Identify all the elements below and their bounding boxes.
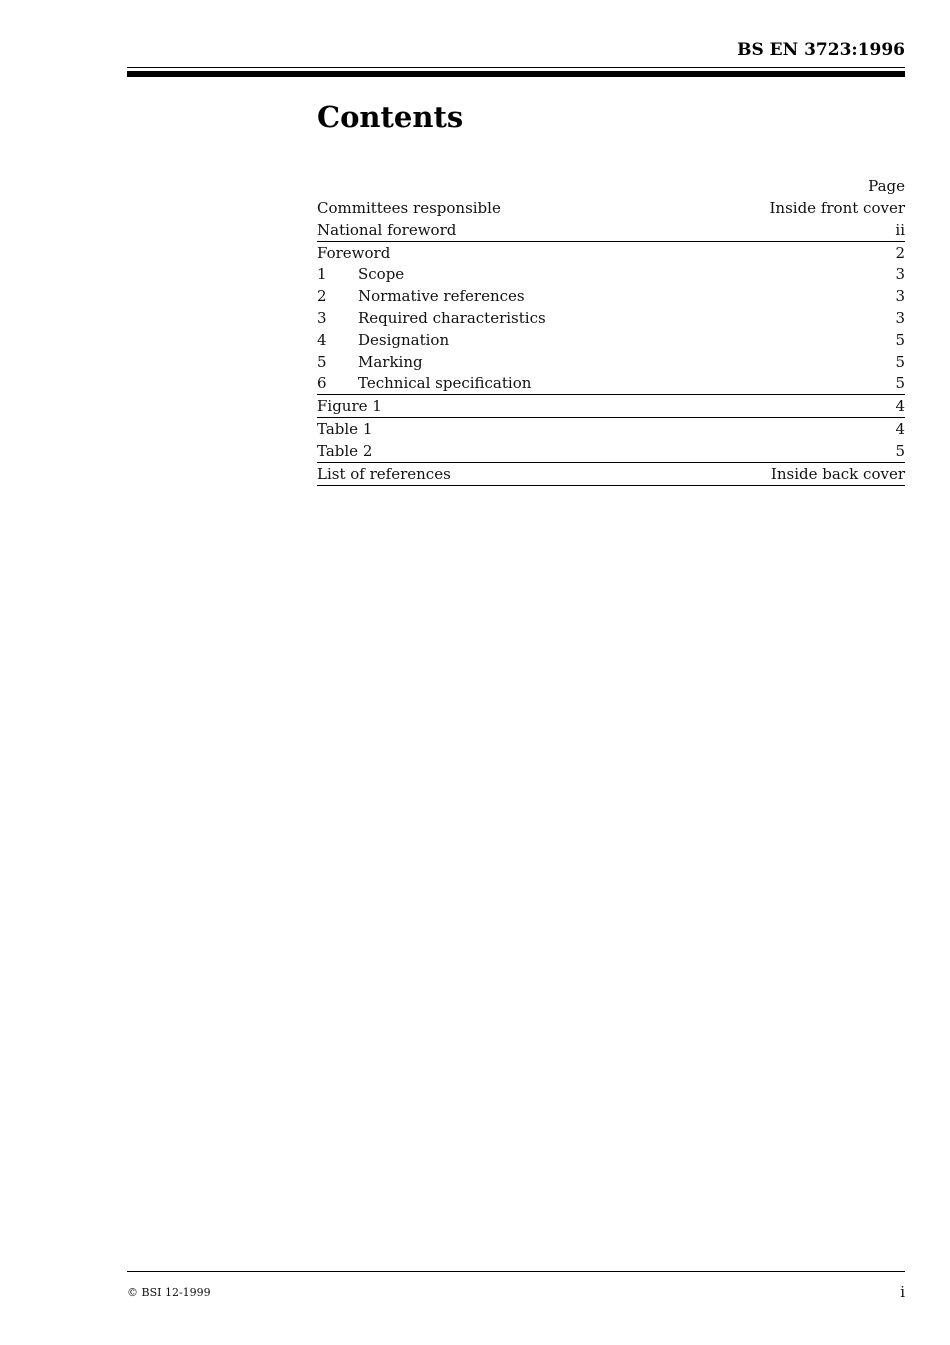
- toc-entry-title: [317, 198, 501, 220]
- toc-entry[interactable]: [317, 264, 905, 286]
- toc-entry[interactable]: [317, 330, 905, 352]
- toc-entry-title: [317, 464, 451, 486]
- toc-entry-number: 2: [317, 287, 327, 306]
- toc-entry-page: Inside front cover: [769, 199, 905, 217]
- toc-entry-page: 3: [895, 265, 905, 284]
- toc-entry[interactable]: [317, 441, 905, 463]
- toc-entry[interactable]: [317, 352, 905, 374]
- toc-entry[interactable]: [317, 243, 905, 265]
- toc-entry-number: 4: [317, 330, 327, 349]
- toc-entry[interactable]: [317, 286, 905, 308]
- toc-entry-page: 4: [895, 397, 905, 416]
- copyright-notice: © BSI 12-1999: [127, 1286, 211, 1299]
- toc-entry[interactable]: [317, 220, 905, 242]
- toc-entry-label: Technical specification: [358, 374, 532, 393]
- toc-entry-label: Required characteristics: [358, 308, 546, 327]
- toc-entry-page: 2: [895, 243, 905, 262]
- page-title: Contents: [317, 100, 464, 134]
- toc-entry-number: 3: [317, 308, 327, 327]
- toc-entry-title: [317, 264, 404, 286]
- page-number: i: [900, 1283, 905, 1301]
- toc-entry-title: [317, 220, 456, 242]
- toc-entry-label: Figure 1: [317, 397, 382, 416]
- toc-entry-label: Table 2: [317, 441, 373, 460]
- toc-entry-title: [317, 243, 390, 265]
- toc-entry-label: Foreword: [317, 243, 391, 262]
- table-of-contents: [317, 176, 905, 486]
- toc-entry-label: List of references: [317, 464, 451, 483]
- toc-entry-page: 5: [895, 330, 905, 349]
- toc-entry-page: 5: [895, 441, 905, 460]
- toc-entry[interactable]: [317, 373, 905, 395]
- document-number: BS EN 3723:1996: [737, 40, 905, 60]
- toc-entry[interactable]: [317, 308, 905, 330]
- toc-entry-title: [317, 352, 423, 374]
- toc-entry-page: ii: [895, 220, 905, 239]
- toc-entry-label: Designation: [358, 330, 450, 349]
- toc-entry-title: [317, 286, 525, 308]
- toc-entry-title: [317, 330, 449, 352]
- toc-entry-label: National foreword: [317, 220, 457, 239]
- toc-entry-label: Marking: [358, 352, 423, 371]
- toc-entry-title: [317, 441, 372, 463]
- toc-entry[interactable]: [317, 396, 905, 418]
- toc-entry-title: [317, 419, 372, 441]
- header-thick-rule: [127, 71, 905, 77]
- page-column-header: Page: [868, 177, 905, 195]
- toc-entry-page: 3: [895, 308, 905, 327]
- toc-entry-number: 6: [317, 374, 327, 393]
- toc-entry-page: 4: [895, 419, 905, 438]
- toc-entry-title: [317, 396, 382, 418]
- toc-entry-page: Inside back cover: [770, 464, 905, 483]
- toc-entries: [317, 198, 905, 486]
- toc-entry[interactable]: [317, 198, 905, 220]
- toc-entry-title: [317, 373, 531, 395]
- toc-entry[interactable]: [317, 419, 905, 441]
- toc-entry-label: Normative references: [358, 287, 525, 306]
- header-thin-rule: [127, 67, 905, 68]
- toc-entry-title: [317, 308, 546, 330]
- toc-entry-page: 5: [895, 374, 905, 393]
- toc-entry-page: 5: [895, 352, 905, 371]
- toc-entry-page: 3: [895, 287, 905, 306]
- toc-entry-label: Committees responsible: [317, 199, 501, 217]
- toc-entry-label: Table 1: [317, 419, 373, 438]
- footer-rule: [127, 1271, 905, 1272]
- toc-entry-number: 5: [317, 352, 327, 371]
- toc-entry-number: 1: [317, 265, 327, 284]
- toc-entry-label: Scope: [358, 265, 405, 284]
- toc-entry[interactable]: [317, 464, 905, 486]
